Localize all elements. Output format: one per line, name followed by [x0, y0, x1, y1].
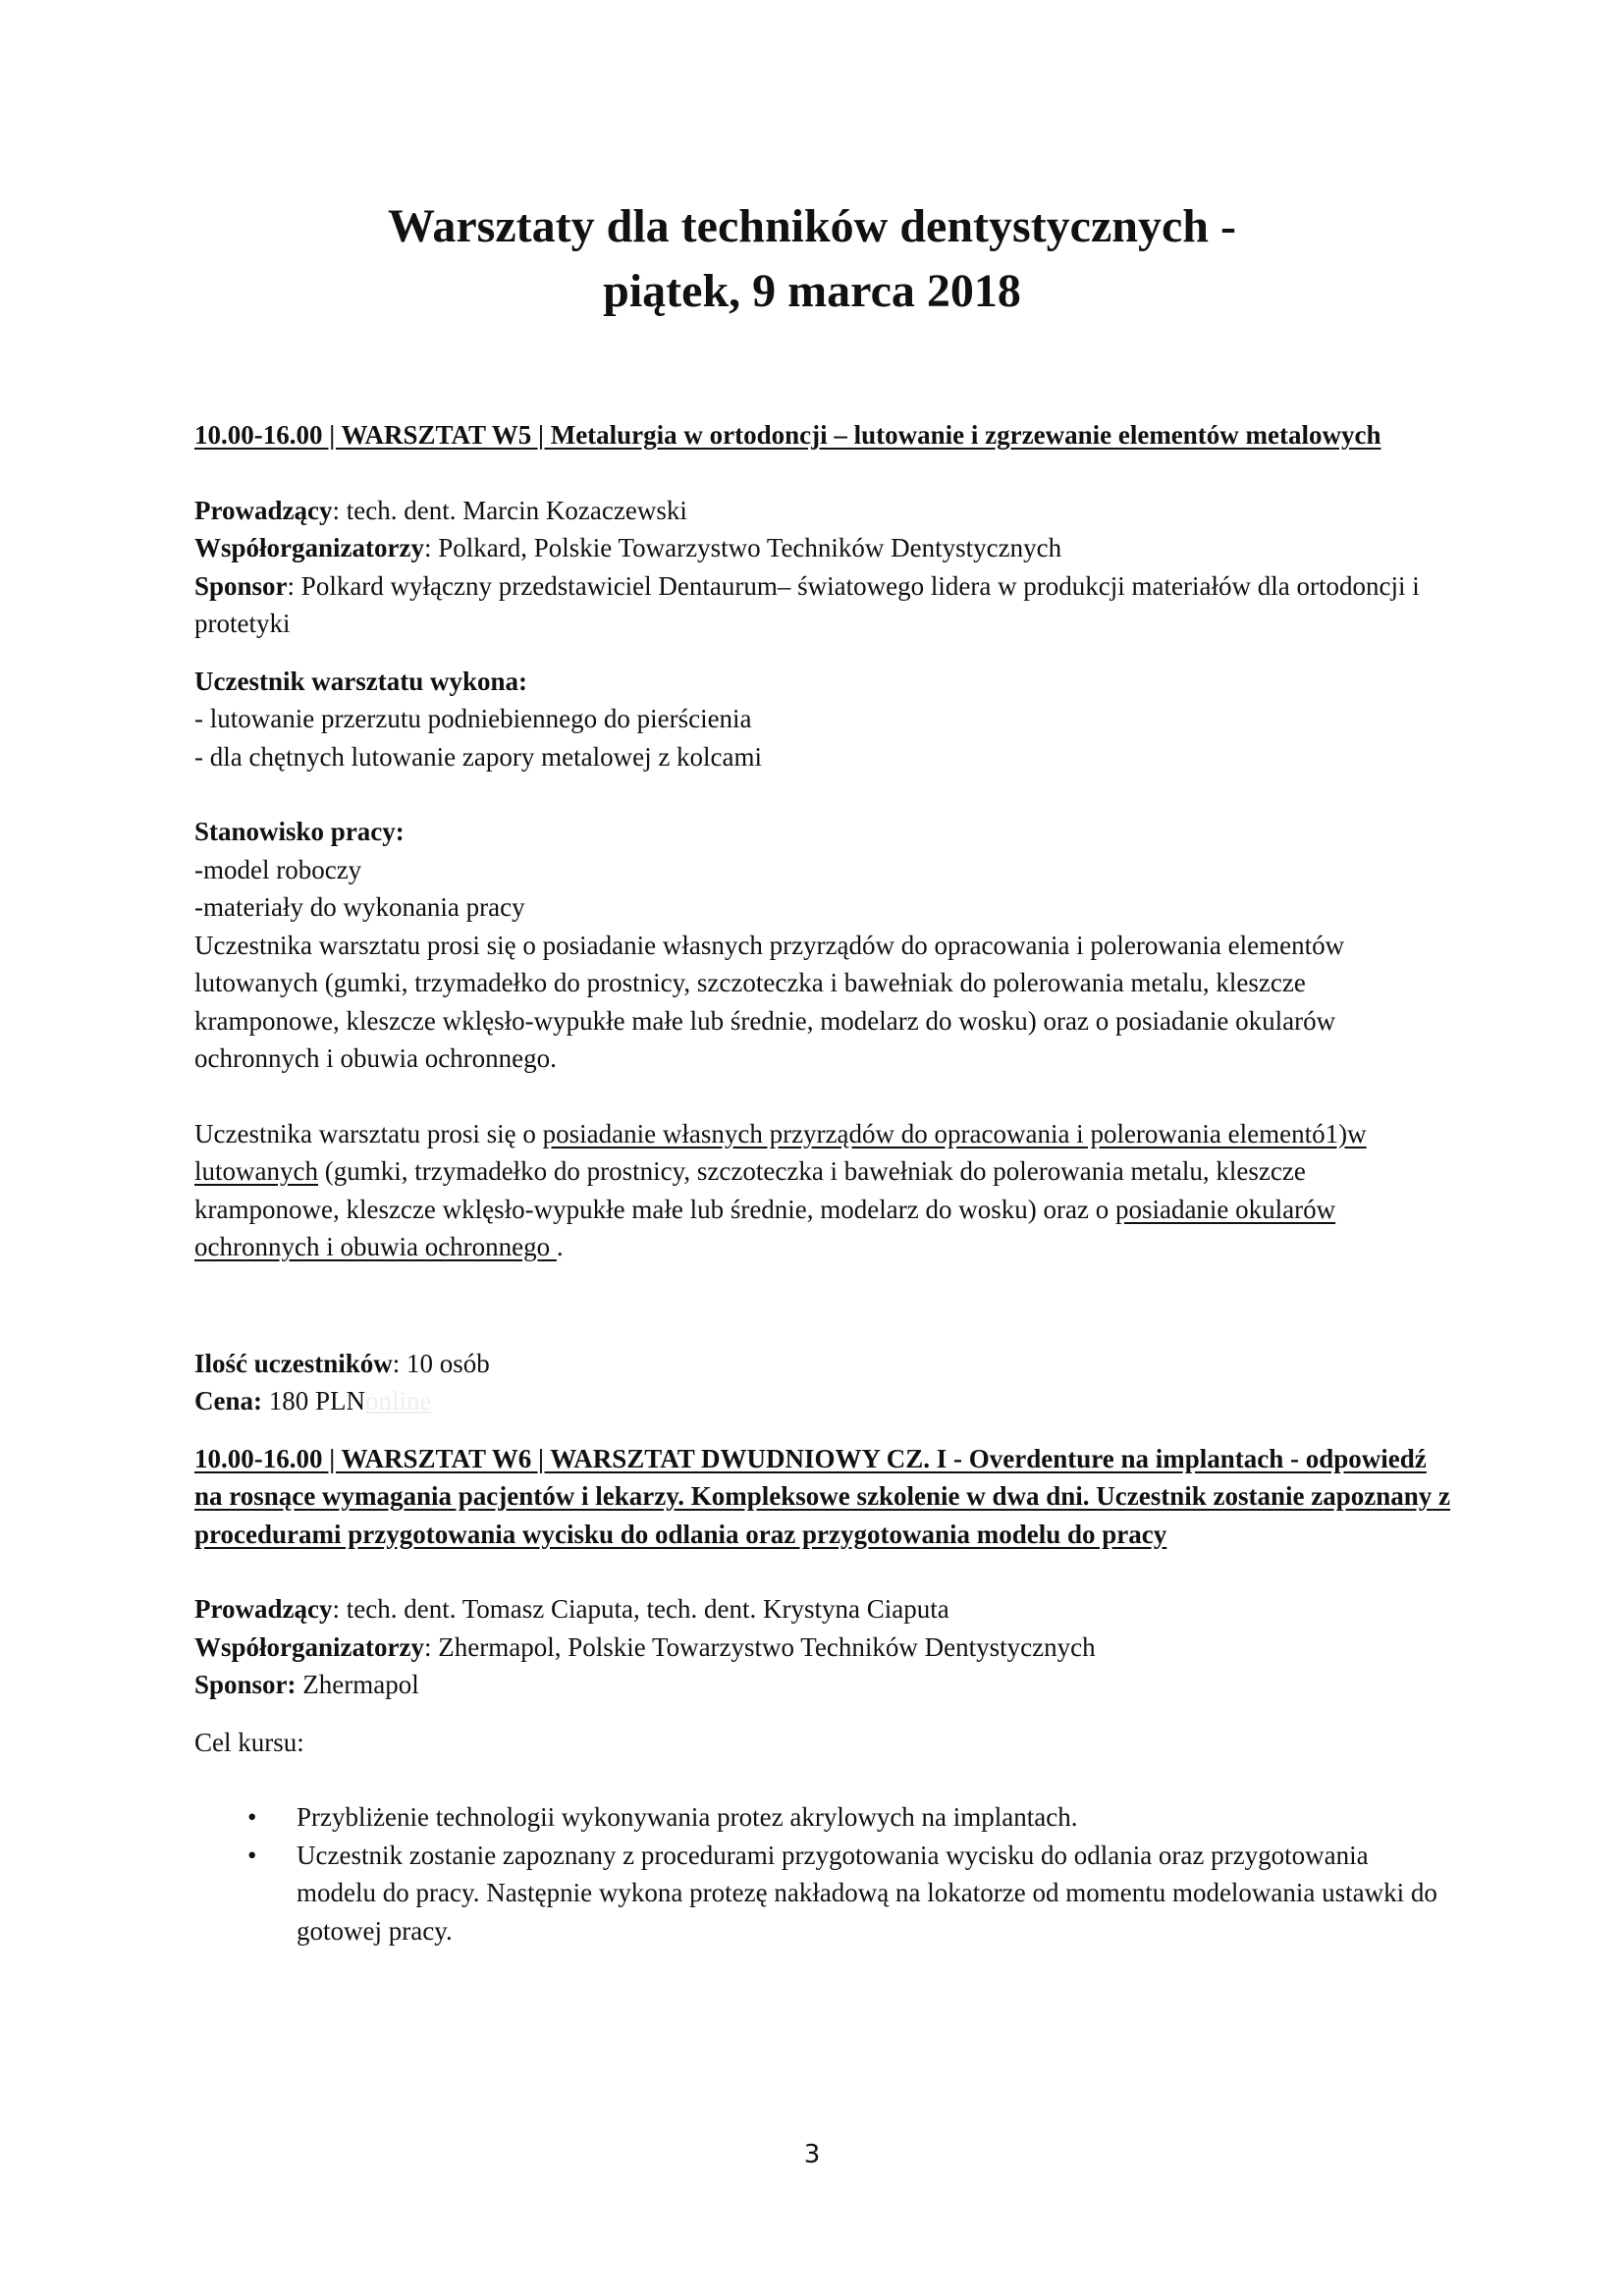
w5-participants [194, 1345, 1451, 1383]
w6-goal-list [194, 1798, 1451, 1949]
w5-task-heading: Uczestnik warsztatu wykona: [194, 666, 527, 696]
w6-goal-heading: Cel kursu: [194, 1727, 304, 1757]
w5-station-item: -model roboczy [194, 854, 362, 884]
w5-header: 10.00-16.00 | WARSZTAT W5 | Metalurgia w ortodoncji – lutowanie i zgrzewanie elementów metalowych [194, 420, 1381, 450]
w6-header: 10.00-16.00 | WARSZTAT W6 | WARSZTAT DWUDNIOWY CZ. I - Overdenture na implantach - odpowiedź na rosnące wymagania pacjentów i lekarzy. Kompleksowe szkolenie w dwa dni. Uczestnik zostanie zapoznany z procedurami przygotowania wycisku do odlania oraz przygotowania modelu do pracy [194, 1443, 1450, 1549]
w5-sponsor-label: Sponsor [194, 570, 288, 601]
title-line-2: piątek, 9 marca 2018 [603, 265, 1021, 317]
w5-station-text: Uczestnika warsztatu prosi się o posiadanie własnych przyrządów do opracowania i polerowania elementów lutowanych (gumki, trzymadełko do prostnicy, szczoteczka i bawełniak do polerowania metalu, kleszcze kramponowe, kleszcze wklęsło-wypukłe małe lub średnie, modelarz do wosku) oraz o posiadanie okularów ochronnych i obuwia ochronnego. [194, 930, 1345, 1073]
w6-sponsor-label: Sponsor: [194, 1670, 297, 1699]
w6-lead [194, 1590, 1451, 1629]
w5-coorg-label: Współorganizatorzy [194, 533, 424, 562]
w6-coorg-value: : Zhermapol, Polskie Towarzystwo Techników Dentystycznych [423, 1631, 1096, 1662]
w5-coorganizers [194, 529, 1451, 567]
w5-repeat-underlined: posiadanie okularów ochronnych i obuwia ochronnego [194, 1194, 1336, 1261]
w6-sponsor [194, 1666, 1451, 1704]
document-title [0, 194, 1624, 324]
w6-lead-value: : tech. dent. Tomasz Ciaputa, tech. dent. Krystyna Ciaputa [332, 1594, 949, 1624]
w5-repeat-part: Uczestnika warsztatu prosi się o [194, 1118, 543, 1148]
w5-repeat-underlined: posiadanie własnych przyrządów do opracowania i polerowania elementó1)w lutowanych [194, 1118, 1367, 1186]
w5-repeat-part: (gumki, trzymadełko do prostnicy, szczoteczka i bawełniak do polerowania metalu, kleszcze kramponowe, kleszcze wklęsło-wypukłe małe lub średnie, modelarz do wosku) oraz o [194, 1156, 1306, 1224]
w6-goal-item: • Przybliżenie technologii wykonywania protez akrylowych na implantach. [297, 1798, 1451, 1837]
w5-lead [194, 492, 1451, 530]
w5-repeat-paragraph [194, 1115, 1451, 1266]
w6-goal-item: • Uczestnik zostanie zapoznany z procedurami przygotowania wycisku do odlania oraz przygotowania modelu do pracy. Następnie wykona protezę nakładową na lokatorze od momentu modelowania ustawki do gotowej pracy. [297, 1837, 1451, 1950]
w6-sponsor-value: Zhermapol [296, 1670, 419, 1699]
w5-lead-value: : tech. dent. Marcin Kozaczewski [332, 495, 687, 525]
page-number: 3 [803, 2140, 821, 2169]
title-line-1: Warsztaty dla techników dentystycznych - [388, 200, 1236, 252]
w6-coorg-label: Współorganizatorzy [194, 1631, 424, 1662]
w6-lead-label: Prowadzący [194, 1594, 333, 1624]
w5-station-item: -materiały do wykonania pracy [194, 892, 525, 922]
w5-price-label: Cena: [194, 1386, 262, 1415]
w5-count-value: : 10 osób [392, 1348, 490, 1378]
w5-task-item: - dla chętnych lutowanie zapory metalowej z kolcami [194, 741, 763, 772]
w5-count-label: Ilość uczestników [194, 1348, 393, 1378]
w5-price-value: 180 PLN [262, 1386, 366, 1415]
w5-repeat-part: . [556, 1232, 564, 1261]
w6-coorganizers [194, 1629, 1451, 1667]
w5-sponsor [194, 567, 1451, 643]
w5-lead-label: Prowadzący [194, 495, 333, 525]
w5-price [194, 1382, 1451, 1420]
w5-task-item: - lutowanie przerzutu podniebiennego do pierścienia [194, 704, 752, 733]
w5-station-heading: Stanowisko pracy: [194, 817, 405, 846]
document-body [194, 416, 1451, 1949]
w5-online-link[interactable]: online [365, 1386, 432, 1415]
w5-sponsor-value: : Polkard wyłączny przedstawiciel Dentaurum– światowego lidera w produkcji materiałów dla ortodoncji i protetyki [194, 570, 1420, 638]
w5-coorg-value: : Polkard, Polskie Towarzystwo Techników Dentystycznych [423, 533, 1062, 562]
